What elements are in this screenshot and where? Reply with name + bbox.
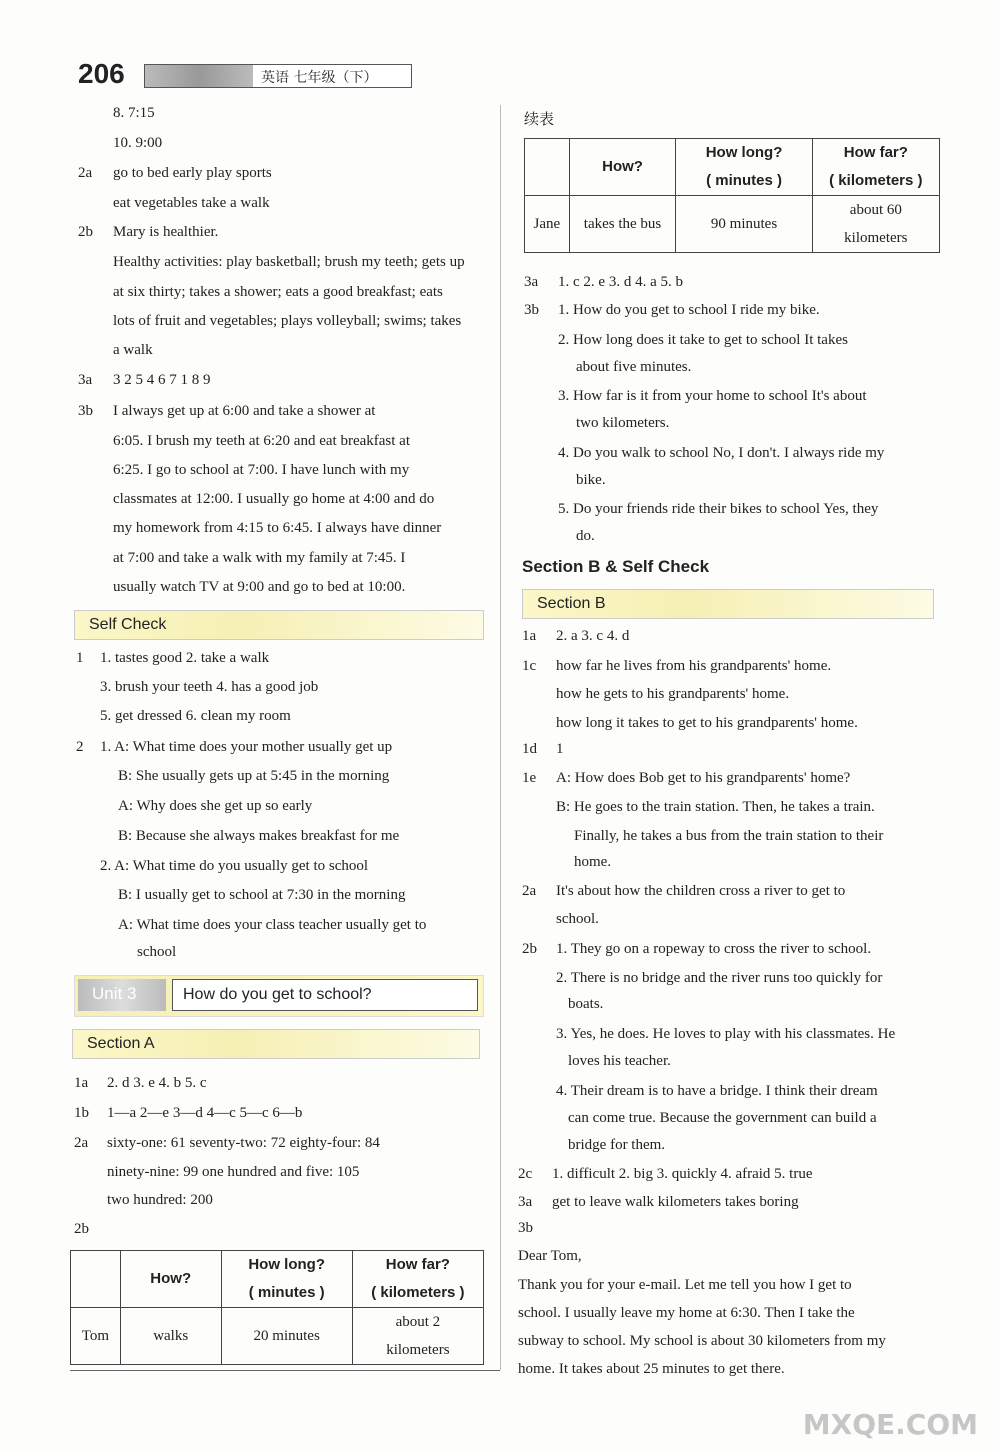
header-decoration: [145, 65, 253, 87]
answer-line: at 7:00 and take a walk with my family at 7:45. I: [113, 550, 406, 566]
exercise-label: 1b: [74, 1105, 89, 1121]
table-header-cell: How long? ( minutes ): [676, 139, 812, 196]
answer-line: B: I usually get to school at 7:30 in the morning: [118, 887, 406, 903]
header-bar: [144, 64, 412, 88]
exercise-label: 2b: [74, 1221, 89, 1237]
answer-line: two kilometers.: [576, 415, 670, 431]
table-cell: about 60 kilometers: [812, 196, 939, 253]
table-header-cell: How long? ( minutes ): [221, 1251, 352, 1308]
exercise-label: 2a: [78, 165, 93, 181]
table-cell: Jane: [525, 196, 570, 253]
table-header-cell: How far? ( kilometers ): [352, 1251, 483, 1308]
answer-line: 4. Their dream is to have a bridge. I think their dream: [556, 1083, 878, 1099]
answer-line: ninety-nine: 99 one hundred and five: 105: [107, 1164, 360, 1180]
exercise-label: 3b: [524, 302, 539, 318]
answer-line: It's about how the children cross a river to get to: [556, 883, 846, 899]
table-header-cell: How?: [120, 1251, 221, 1308]
table-header-cell: [525, 139, 570, 196]
table-cell: about 2 kilometers: [352, 1308, 483, 1365]
exercise-label: 3a: [518, 1194, 533, 1210]
answer-line: 5. get dressed 6. clean my room: [100, 708, 291, 724]
answer-line: get to leave walk kilometers takes boring: [552, 1194, 799, 1210]
answer-line: A: What time does your class teacher usually get to: [118, 917, 427, 933]
answer-line: A: How does Bob get to his grandparents' home?: [556, 770, 851, 786]
exercise-label: 2: [76, 739, 84, 755]
letter-line: Thank you for your e-mail. Let me tell you how I get to: [518, 1277, 852, 1293]
table-header-cell: [71, 1251, 121, 1308]
table-cell: walks: [120, 1308, 221, 1365]
answer-line: do.: [576, 528, 595, 544]
section-a-heading: Section A: [72, 1029, 480, 1059]
letter-line: Dear Tom,: [518, 1248, 582, 1264]
bottom-rule: [70, 1370, 500, 1371]
answer-line: can come true. Because the government can build a: [568, 1110, 877, 1126]
table-header-cell: How?: [569, 139, 676, 196]
answer-line: 1. c 2. e 3. d 4. a 5. b: [558, 274, 683, 290]
exercise-label: 1: [76, 650, 84, 666]
book-title: 英语 七年级（下）: [261, 70, 378, 86]
answer-line: sixty-one: 61 seventy-two: 72 eighty-four: 84: [107, 1135, 380, 1151]
table-cell: 90 minutes: [676, 196, 812, 253]
answer-line: about five minutes.: [576, 359, 692, 375]
answer-line: bike.: [576, 472, 606, 488]
exercise-label: 2a: [522, 883, 537, 899]
answer-line: classmates at 12:00. I usually go home at 4:00 and do: [113, 491, 435, 507]
answer-line: A: Why does she get up so early: [118, 798, 313, 814]
page-number: 206: [78, 58, 125, 89]
answer-line: 1. How do you get to school I ride my bike.: [558, 302, 820, 318]
table-cell: Tom: [71, 1308, 121, 1365]
watermark-logo: MXQE.COM: [802, 1408, 978, 1441]
letter-line: school. I usually leave my home at 6:30. Then I take the: [518, 1305, 855, 1321]
answer-line: B: Because she always makes breakfast for me: [118, 828, 400, 844]
answer-line: 2. a 3. c 4. d: [556, 628, 630, 644]
answer-line: I always get up at 6:00 and take a shower at: [113, 403, 376, 419]
answer-line: how far he lives from his grandparents' home.: [556, 658, 832, 674]
answer-line: 2. There is no bridge and the river runs too quickly for: [556, 970, 883, 986]
table-row: [71, 1308, 484, 1365]
exercise-label: 1c: [522, 658, 537, 674]
exercise-label: 2b: [78, 224, 93, 240]
answer-line: 5. Do your friends ride their bikes to school Yes, they: [558, 501, 879, 517]
answer-line: home.: [574, 854, 612, 870]
answer-line: Mary is healthier.: [113, 224, 219, 240]
answer-line: 1. They go on a ropeway to cross the river to school.: [556, 941, 872, 957]
exercise-label: 3b: [78, 403, 93, 419]
exercise-label: 2b: [522, 941, 537, 957]
table-row: [525, 196, 940, 253]
answer-line: a walk: [113, 342, 153, 358]
letter-line: home. It takes about 25 minutes to get there.: [518, 1361, 785, 1377]
answer-line: 1. A: What time does your mother usually get up: [100, 739, 393, 755]
answer-line: school: [137, 944, 177, 960]
answer-line: 2. A: What time do you usually get to school: [100, 858, 369, 874]
self-check-heading: Self Check: [74, 610, 484, 640]
exercise-label: 2a: [74, 1135, 89, 1151]
section-b-heading: Section B: [522, 589, 934, 619]
answer-line: 1: [556, 741, 564, 757]
answer-line: 3 2 5 4 6 7 1 8 9: [113, 372, 211, 388]
answer-line: two hundred: 200: [107, 1192, 213, 1208]
answer-line: 8. 7:15: [113, 105, 155, 121]
answer-line: 3. How far is it from your home to school It's about: [558, 388, 867, 404]
answer-line: 10. 9:00: [113, 135, 163, 151]
table-header-row: [525, 139, 940, 196]
exercise-label: 1a: [522, 628, 537, 644]
section-b-self-check-heading: Section B & Self Check: [522, 557, 710, 576]
exercise-label: 3b: [518, 1220, 533, 1236]
answer-line: lots of fruit and vegetables; plays volleyball; swims; takes: [113, 313, 462, 329]
answer-line: Healthy activities: play basketball; brush my teeth; gets up: [113, 254, 465, 270]
exercise-label: 1e: [522, 770, 537, 786]
exercise-label: 1d: [522, 741, 537, 757]
answer-line: usually watch TV at 9:00 and go to bed at 10:00.: [113, 579, 406, 595]
answer-line: 1. tastes good 2. take a walk: [100, 650, 270, 666]
answer-line: 3. Yes, he does. He loves to play with his classmates. He: [556, 1026, 896, 1042]
answer-line: 1—a 2—e 3—d 4—c 5—c 6—b: [107, 1105, 303, 1121]
table-header-cell: How far? ( kilometers ): [812, 139, 939, 196]
table-cell: takes the bus: [569, 196, 676, 253]
answer-line: 2. How long does it take to get to school It takes: [558, 332, 848, 348]
answer-line: B: She usually gets up at 5:45 in the morning: [118, 768, 390, 784]
page-header: [78, 58, 418, 92]
table-header-row: [71, 1251, 484, 1308]
answer-line: 6:05. I brush my teeth at 6:20 and eat breakfast at: [113, 433, 410, 449]
answer-line: loves his teacher.: [568, 1053, 671, 1069]
answer-line: 3. brush your teeth 4. has a good job: [100, 679, 319, 695]
answer-line: bridge for them.: [568, 1137, 666, 1153]
answer-line: 4. Do you walk to school No, I don't. I always ride my: [558, 445, 885, 461]
answer-line: eat vegetables take a walk: [113, 195, 270, 211]
continued-label: 续表: [524, 110, 555, 128]
answer-line: 6:25. I go to school at 7:00. I have lunch with my: [113, 462, 410, 478]
answer-line: Finally, he takes a bus from the train station to their: [574, 828, 884, 844]
answer-line: go to bed early play sports: [113, 165, 272, 181]
answer-line: 1. difficult 2. big 3. quickly 4. afraid 5. true: [552, 1166, 813, 1182]
answer-line: at six thirty; takes a shower; eats a good breakfast; eats: [113, 284, 443, 300]
answer-line: B: He goes to the train station. Then, he takes a train.: [556, 799, 875, 815]
exercise-label: 3a: [524, 274, 539, 290]
unit-label: Unit 3: [78, 979, 166, 1011]
answer-line: how long it takes to get to his grandparents' home.: [556, 715, 858, 731]
letter-line: subway to school. My school is about 30 kilometers from my: [518, 1333, 886, 1349]
exercise-label: 2c: [518, 1166, 533, 1182]
left-table: [70, 1250, 484, 1365]
column-divider: [500, 105, 501, 1370]
answer-line: my homework from 4:15 to 6:45. I always have dinner: [113, 520, 442, 536]
exercise-label: 1a: [74, 1075, 89, 1091]
table-cell: 20 minutes: [221, 1308, 352, 1365]
exercise-label: 3a: [78, 372, 93, 388]
unit-title: How do you get to school?: [172, 979, 478, 1011]
answer-line: how he gets to his grandparents' home.: [556, 686, 790, 702]
right-table: [524, 138, 940, 253]
answer-line: 2. d 3. e 4. b 5. c: [107, 1075, 207, 1091]
answer-line: boats.: [568, 996, 604, 1012]
answer-line: school.: [556, 911, 599, 927]
